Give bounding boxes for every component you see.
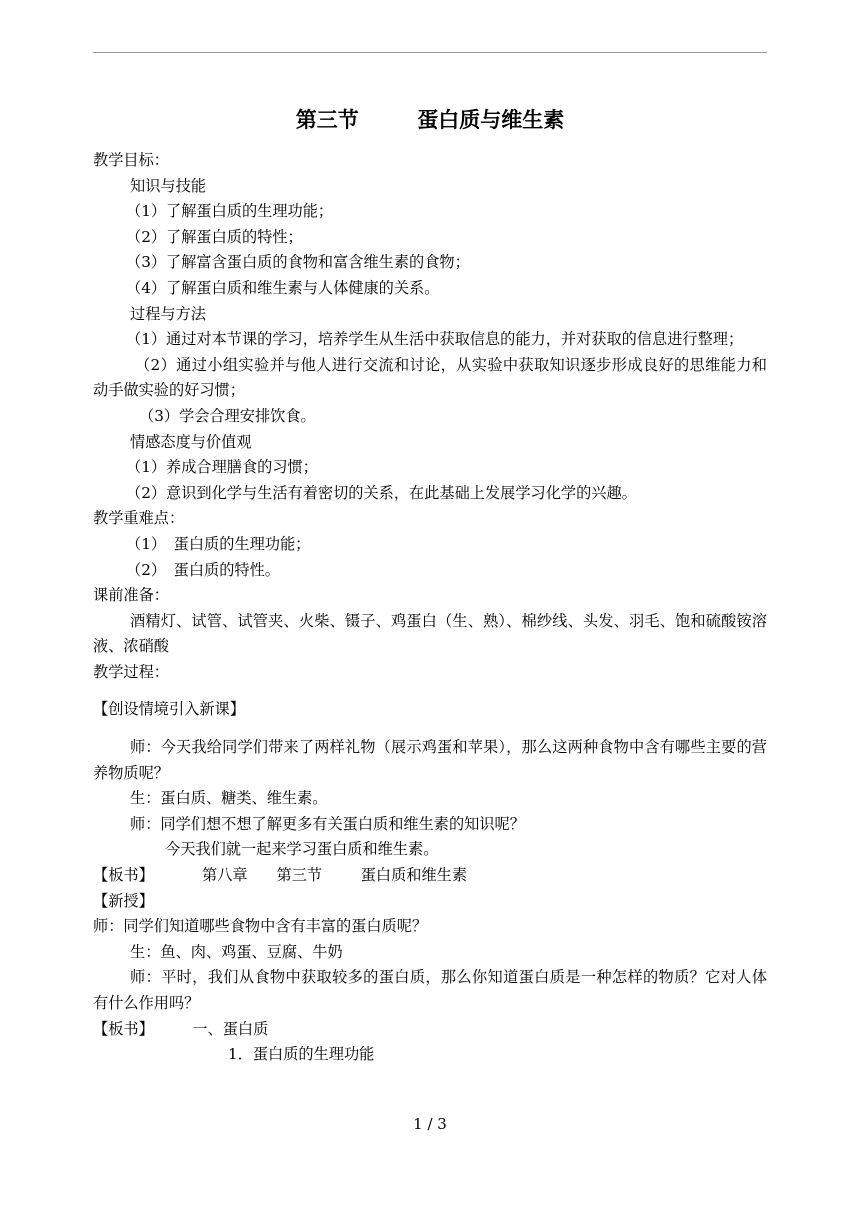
- subheading-emotion-values: 情感态度与价值观: [130, 432, 252, 451]
- paragraph: 师：同学们知道哪些食物中含有丰富的蛋白质呢？: [93, 917, 428, 936]
- board-note: 【板书】 第八章 第三节 蛋白质和维生素: [93, 866, 468, 885]
- paragraph: 生：蛋白质、糖类、维生素。: [130, 789, 328, 808]
- subheading-knowledge-skills: 知识与技能: [130, 176, 206, 195]
- paragraph: （2）通过小组实验并与他人进行交流和讨论，从实验中获取知识逐步形成良好的思维能力和动手做实验的好习惯；: [93, 355, 767, 400]
- list-item: （2） 蛋白质的特性。: [126, 560, 280, 579]
- section-intro: 【创设情境引入新课】: [93, 700, 245, 719]
- paragraph: 今天我们就一起来学习蛋白质和维生素。: [165, 840, 439, 859]
- subheading-process-methods: 过程与方法: [130, 304, 206, 323]
- section-teaching-objectives: 教学目标：: [93, 151, 169, 169]
- page-title: 第三节 蛋白质与维生素: [295, 108, 565, 132]
- section-key-points: 教学重难点：: [93, 509, 185, 528]
- header-rule: [93, 52, 767, 53]
- page-number: 1 / 3: [413, 1115, 447, 1133]
- paragraph: 师：平时，我们从食物中获取较多的蛋白质，那么你知道蛋白质是一种怎样的物质？它对人体有什么作用吗？: [93, 968, 767, 1012]
- section-preparation: 课前准备：: [93, 586, 169, 605]
- spacer: [93, 685, 767, 697]
- list-item: （1） 蛋白质的生理功能；: [126, 534, 311, 553]
- list-item: （1）养成合理膳食的习惯；: [126, 458, 318, 477]
- section-teaching-process: 教学过程：: [93, 662, 169, 681]
- list-item: （2）了解蛋白质的特性；: [126, 227, 303, 246]
- list-item: （2）意识到化学与生活有着密切的关系，在此基础上发展学习化学的兴趣。: [126, 483, 637, 502]
- paragraph: 师：同学们想不想了解更多有关蛋白质和维生素的知识呢？: [130, 814, 525, 833]
- paragraph: 酒精灯、试管、试管夹、火柴、镊子、鸡蛋白（生、熟）、棉纱线、头发、羽毛、饱和硫酸铵溶液、浓硝酸: [93, 611, 767, 656]
- spacer: [93, 723, 767, 735]
- list-item: （3）了解富含蛋白质的食物和富含维生素的食物；: [126, 253, 470, 272]
- paragraph: 生：鱼、肉、鸡蛋、豆腐、牛奶: [130, 942, 343, 961]
- section-new-lesson: 【新授】: [93, 891, 154, 910]
- list-item: （4）了解蛋白质和维生素与人体健康的关系。: [126, 278, 440, 297]
- list-item: （3）学会合理安排饮食。: [139, 406, 316, 425]
- board-note: 【板书】 一、蛋白质: [93, 1019, 269, 1038]
- subheading-protein-function: 1．蛋白质的生理功能: [228, 1045, 375, 1064]
- document-body: [93, 148, 767, 1068]
- list-item: （1）了解蛋白质的生理功能；: [126, 202, 334, 221]
- paragraph: （1）通过对本节课的学习，培养学生从生活中获取信息的能力，并对获取的信息进行整理；: [126, 330, 744, 349]
- paragraph: 师：今天我给同学们带来了两样礼物（展示鸡蛋和苹果），那么这两种食物中含有哪些主要的营养物质呢？: [93, 738, 767, 782]
